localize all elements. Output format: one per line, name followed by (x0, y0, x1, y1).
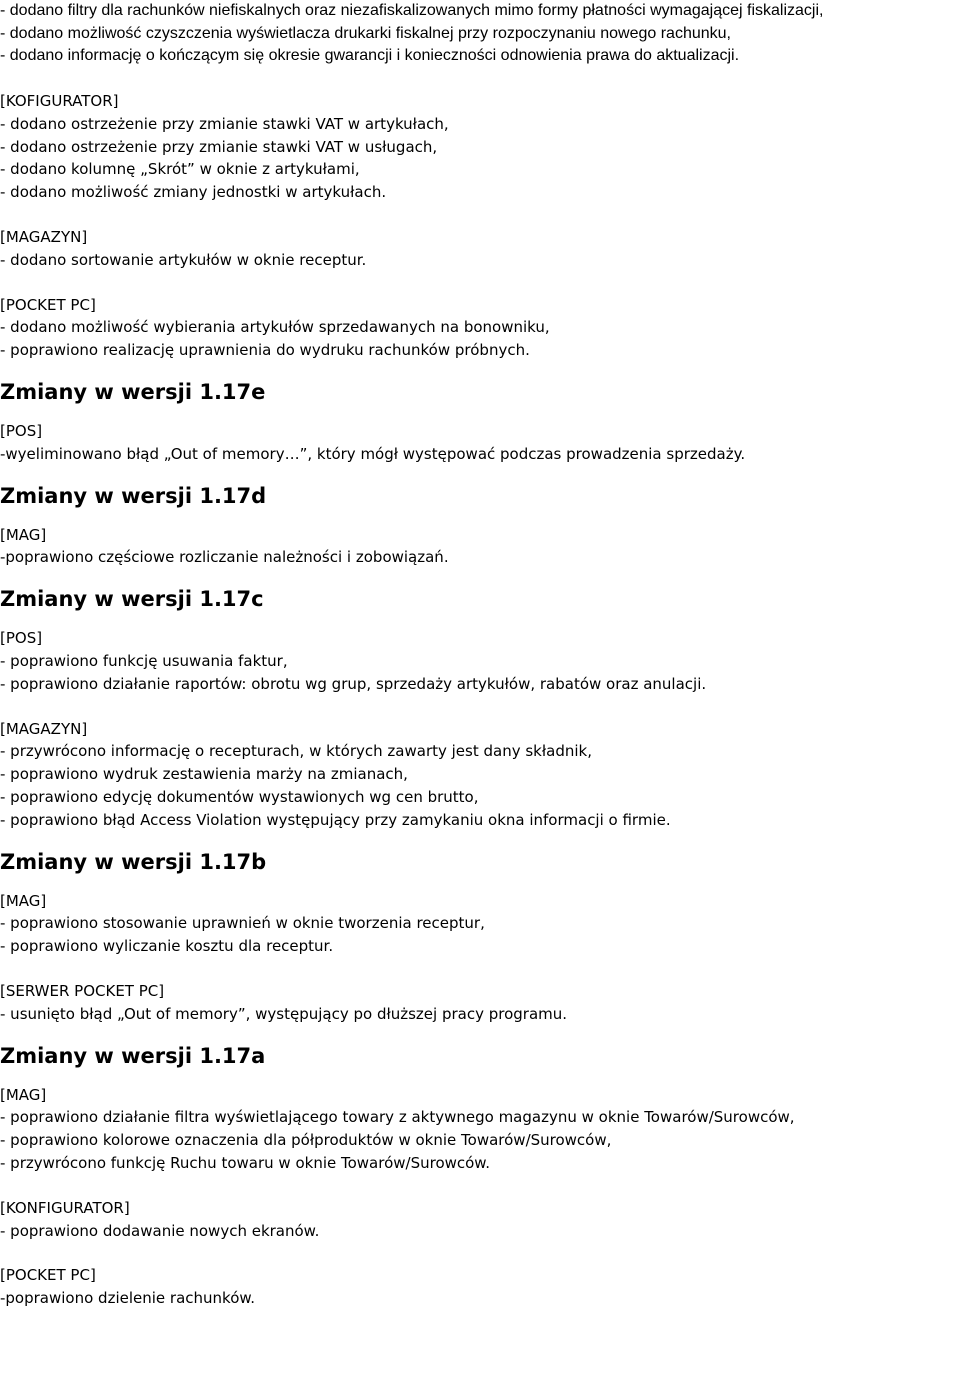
change-block (0, 718, 960, 832)
change-item: - poprawiono działanie filtra wyświetlającego towary z aktywnego magazynu w oknie Towarów/Surowców, (0, 1108, 795, 1127)
change-block (0, 226, 960, 272)
module-tag: [KONFIGURATOR] (0, 1198, 130, 1217)
change-block (0, 627, 960, 695)
change-item: - przywrócono informację o recepturach, w których zawarty jest dany składnik, (0, 742, 592, 761)
change-item: - poprawiono edycję dokumentów wystawionych wg cen brutto, (0, 787, 479, 806)
version-heading: Zmiany w wersji 1.17b (0, 849, 267, 874)
change-item: - dodano ostrzeżenie przy zmianie stawki VAT w artykułach, (0, 114, 449, 133)
module-tag: [MAG] (0, 891, 47, 910)
change-item: - poprawiono realizację uprawnienia do wydruku rachunków próbnych. (0, 341, 530, 360)
module-tag: [SERWER POCKET PC] (0, 981, 165, 1000)
change-block (0, 524, 960, 570)
intro-line: - dodano informację o kończącym się okresie gwarancji i konieczności odnowienia prawa do aktualizacji. (0, 47, 740, 64)
module-tag: [POCKET PC] (0, 1266, 96, 1285)
version-heading: Zmiany w wersji 1.17d (0, 483, 267, 508)
change-item: -wyeliminowano błąd „Out of memory…”, który mógł występować podczas prowadzenia sprzedaży. (0, 444, 746, 463)
module-tag: [KOFIGURATOR] (0, 92, 119, 110)
change-item: - dodano kolumnę „Skrót” w oknie z artykułami, (0, 160, 360, 179)
change-item: - poprawiono dodawanie nowych ekranów. (0, 1221, 320, 1240)
change-block (0, 890, 960, 958)
changelog-body (0, 90, 960, 1310)
version-heading: Zmiany w wersji 1.17a (0, 1043, 266, 1068)
change-item: - poprawiono stosowanie uprawnień w oknie tworzenia receptur, (0, 914, 485, 933)
change-block (0, 294, 960, 362)
module-tag: [MAGAZYN] (0, 719, 88, 738)
change-item: - dodano możliwość wybierania artykułów sprzedawanych na bonowniku, (0, 318, 550, 337)
change-item: - dodano sortowanie artykułów w oknie receptur. (0, 250, 367, 269)
change-item: - poprawiono funkcję usuwania faktur, (0, 651, 288, 670)
module-tag: [POS] (0, 421, 43, 440)
module-tag: [MAG] (0, 1085, 47, 1104)
version-heading: Zmiany w wersji 1.17c (0, 587, 264, 612)
change-block (0, 420, 960, 466)
change-block (0, 980, 960, 1026)
change-item: - dodano ostrzeżenie przy zmianie stawki VAT w usługach, (0, 137, 438, 156)
change-item: - usunięto błąd „Out of memory”, występujący po dłuższej pracy programu. (0, 1004, 568, 1023)
change-block (0, 1084, 960, 1175)
change-item: - poprawiono wyliczanie kosztu dla receptur. (0, 937, 334, 956)
module-tag: [POCKET PC] (0, 295, 96, 314)
change-item: -poprawiono dzielenie rachunków. (0, 1289, 256, 1308)
intro-line: - dodano możliwość czyszczenia wyświetlacza drukarki fiskalnej przy rozpoczynaniu nowego rachunku, (0, 24, 731, 42)
change-item: - poprawiono działanie raportów: obrotu wg grup, sprzedaży artykułów, rabatów oraz anulacji. (0, 674, 707, 693)
module-tag: [POS] (0, 629, 43, 648)
version-heading: Zmiany w wersji 1.17e (0, 379, 266, 404)
change-item: - przywrócono funkcję Ruchu towaru w oknie Towarów/Surowców. (0, 1153, 490, 1172)
change-item: -poprawiono częściowe rozliczanie należności i zobowiązań. (0, 548, 449, 567)
intro-list (0, 0, 960, 68)
change-item: - poprawiono kolorowe oznaczenia dla półproduktów w oknie Towarów/Surowców, (0, 1131, 612, 1150)
change-item: - dodano możliwość zmiany jednostki w artykułach. (0, 183, 387, 202)
change-block (0, 1264, 960, 1310)
module-tag: [MAG] (0, 525, 47, 544)
change-block (0, 1197, 960, 1243)
change-item: - poprawiono wydruk zestawienia marży na zmianach, (0, 765, 408, 784)
intro-line: - dodano filtry dla rachunków niefiskalnych oraz niezafiskalizowanych mimo formy płatności wymagającej fiskalizacji, (0, 2, 824, 19)
module-tag: [MAGAZYN] (0, 227, 88, 246)
change-item: - poprawiono błąd Access Violation występujący przy zamykaniu okna informacji o firmie. (0, 810, 671, 829)
change-block (0, 90, 960, 204)
